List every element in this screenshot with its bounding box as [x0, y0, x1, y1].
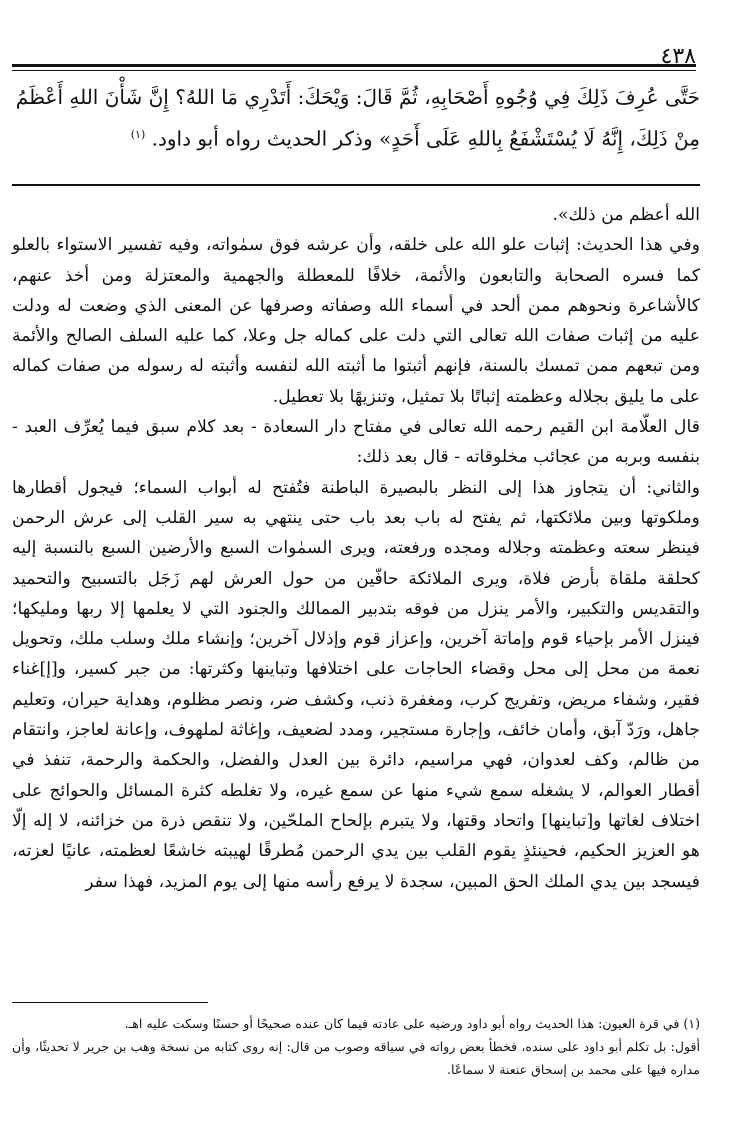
page-number: ٤٣٨ [660, 44, 696, 69]
hadith-divider [12, 184, 700, 186]
header-rule [12, 64, 696, 67]
hadith-line: حَتَّى عُرِفَ ذَلِكَ فِي وُجُوهِ أَصْحَابِهِ، ثُمَّ قَالَ: وَيْحَكَ: أَتَدْرِي مَا اللهُ؟ إِنَّ شَأْنَ اللهِ أَعْظَمُ [15, 85, 700, 109]
footnote-divider [12, 1002, 208, 1003]
hadith-line: مِنْ ذَلِكَ، إِنَّهُ لَا يُسْتَشْفَعُ بِاللهِ عَلَى أَحَدٍ» وذكر الحديث رواه أبو داود. $^{(١)}$ [130, 126, 700, 151]
paragraph: والثاني: أن يتجاوز هذا إلى النظر بالبصيرة الباطنة فتُفتح له أبواب السماء؛ فيجول أقطارها وملكوتها وبين ملائكتها، ثم يفتح له باب بعد باب حتى ينتهي به سير القلب إلى عرش الرحمن فينظر سعته وعظمته وجلاله ومجده ورفعته، ويرى السمٰوات السبع والأرضين السبع بالنسبة إليه كحلقة ملقاة بأرض فلاة، ويرى الملائكة حافّين من حول العرش لهم زَجَل بالتسبيح والتحميد والتقديس والتكبير، والأمر ينزل من فوقه بتدبير الممالك والجنود التي لا يعلمها إلا ربها ومليكها؛ فينزل الأمر بإحياء قوم وإماتة آخرين، وإعزاز قوم وإذلال آخرين؛ وإنشاء ملك وسلب ملك، وتحويل نعمة من محل إلى محل وقضاء الحاجات على اختلافها وتباينها وكثرتها: من جبر كسير، و[إ]غناء فقير، وشفاء مريض، وتفريج كرب، ومغفرة ذنب، وكشف ضر، ونصر مظلوم، وهداية حيران، وتعليم جاهل، ورَدّ آبق، وأمان خائف، وإجارة مستجير، ومدد لضعيف، وإغاثة لملهوف، وإعانة لعاجز، وانتقام من ظالم، وكف لعدوان، فهي مراسيم، دائرة بين العدل والفضل، والحكمة والرحمة، تنفذ في أقطار العوالم، لا يشغله سمع شيء منها عن سمع غيره، ولا تغلطه كثرة المسائل والحوائج على اختلاف لغاتها و[تباينها] واتحاد وقتها، ولا يتبرم بإلحاح الملحّين، ولا تنقص ذرة من خزائنه، لا إله إلّا هو العزيز الحكيم، فحينئذٍ يقوم القلب بين يدي الرحمن مُطرقًا لهيبته خاشعًا لعظمته، عانيًا لعزته، فيسجد بين يدي الملك الحق المبين، سجدة لا يرفع رأسه منها إلى يوم المزيد، فهذا سفر [12, 477, 700, 892]
paragraph: الله أعظم من ذلك». [552, 205, 700, 225]
paragraph: وفي هذا الحديث: إثبات علو الله على خلقه، وأن عرشه فوق سمٰواته، وفيه تفسير الاستواء بالعلو كما فسره الصحابة والتابعون والأئمة، خلافًا للمعطلة والجهمية والمعتزلة ومن أخذ عنهم، كالأشاعرة ونحوهم ممن ألحد في أسماء الله وصفاته وصرفها عن المعنى الذي وضعت له ودلت عليه من إثبات صفات الله تعالى التي دلت على كماله جل وعلا، كما عليه السلف الصالح والأئمة ومن تبعهم ممن تمسك بالسنة، فإنهم أثبتوا ما أثبته الله لنفسه وأثبته له رسوله من صفات كماله على ما يليق بجلاله وعظمته إثباتًا بلا تمثيل، وتنزيهًا بلا تعطيل. [12, 235, 700, 407]
footnotes [12, 1012, 700, 1081]
footnote: (١) في قرة العيون: هذا الحديث رواه أبو داود ورضيه على عادته فيما كان عنده صحيحًا أو حسنًا وسكت عليه اهـ. [124, 1016, 700, 1031]
paragraph: قال العلّامة ابن القيم رحمه الله تعالى في مفتاح دار السعادة - بعد كلام سبق فيما يُعرِّف العبد - بنفسه وبربه من عجائب مخلوقاته - قال بعد ذلك: [12, 417, 700, 468]
footnote-marker: (١) [130, 128, 146, 141]
footnote: أقول: بل تكلم أبو داود على سنده، فخطأ بعض رواته في سياقه وصوب من قال: إنه روى كتابه من نسخة وهب بن جرير لا تحديثًا، وأن مداره فيها على محمد بن إسحاق عنعنة لا سماعًا. [12, 1039, 700, 1077]
commentary-body [12, 200, 700, 897]
hadith-text [12, 78, 700, 158]
